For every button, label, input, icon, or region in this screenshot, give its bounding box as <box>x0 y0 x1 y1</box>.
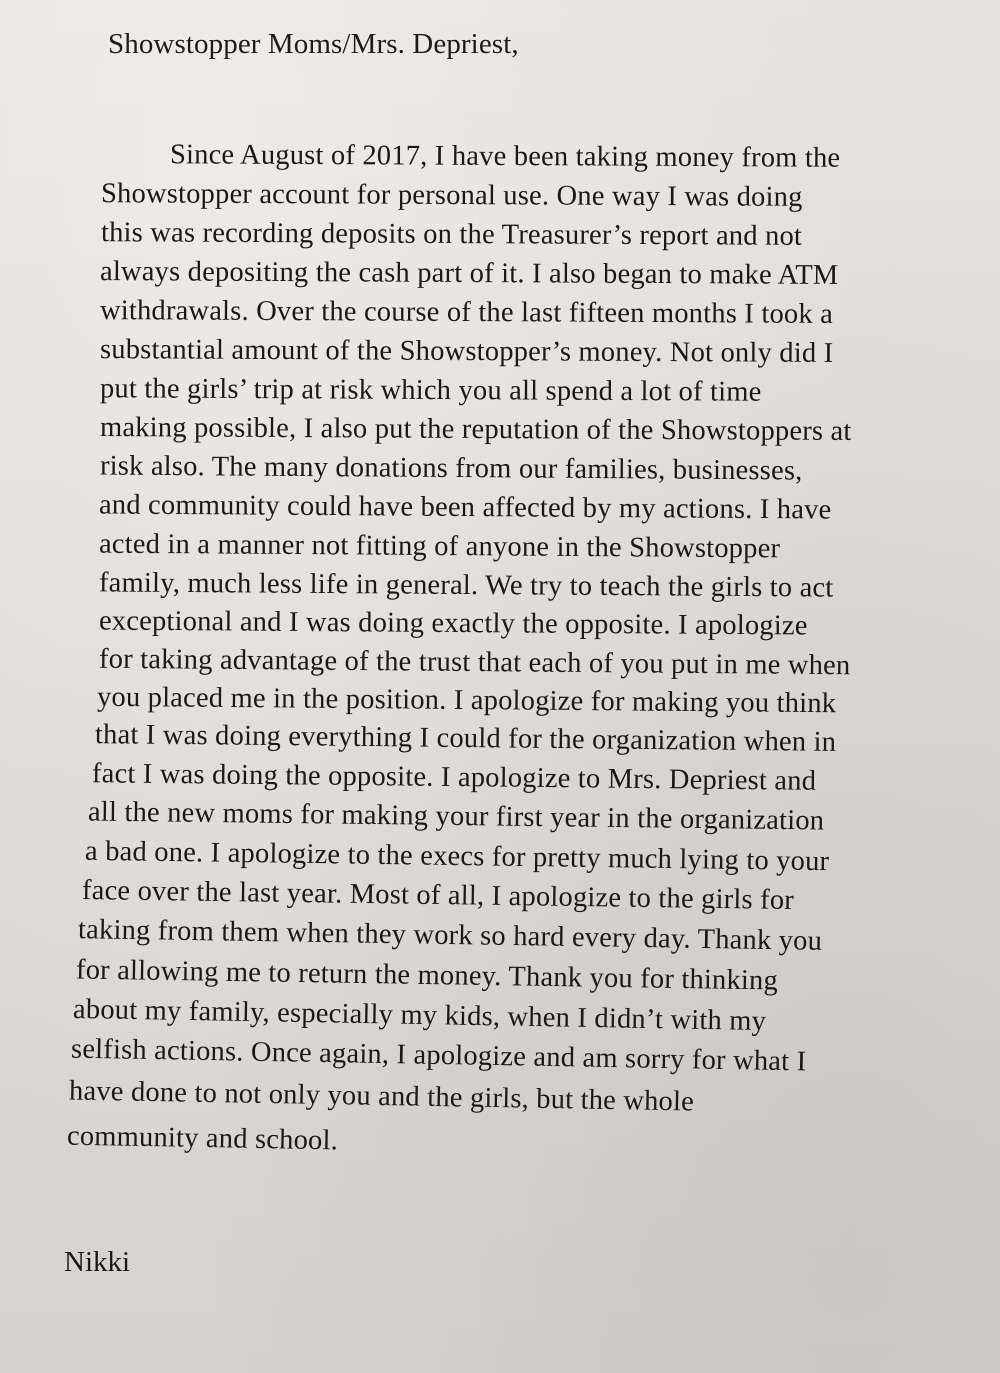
body-line: all the new moms for making your first year in the organization <box>87 796 825 837</box>
body-line: making possible, I also put the reputation of the Showstoppers at <box>99 412 852 447</box>
body-line: have done to not only you and the girls, but the whole <box>68 1075 695 1118</box>
body-line: selfish actions. Once again, I apologize and am sorry for what I <box>70 1033 807 1078</box>
body-line: risk also. The many donations from our families, businesses, <box>99 450 803 487</box>
body-line: a bad one. I apologize to the execs for pretty much lying to your <box>84 835 830 878</box>
salutation: Showstopper Moms/Mrs. Depriest, <box>108 28 519 60</box>
signature: Nikki <box>64 1246 131 1278</box>
body-line: this was recording deposits on the Treasurer’s report and not <box>100 217 803 252</box>
body-line: community and school. <box>66 1120 339 1157</box>
body-line: about my family, especially my kids, when I didn’t with my <box>72 993 767 1038</box>
body-line: for taking advantage of the trust that each of you put in me when <box>98 643 851 682</box>
body-line: that I was doing everything I could for the organization when in <box>94 719 837 758</box>
body-line: substantial amount of the Showstopper’s money. Not only did I <box>99 334 834 369</box>
body-line: exceptional and I was doing exactly the opposite. I apologize <box>98 605 808 642</box>
body-line: Showstopper account for personal use. One way I was doing <box>100 178 803 213</box>
body-line: withdrawals. Over the course of the last fifteen months I took a <box>99 295 834 330</box>
body-line: and community could have been affected by my actions. I have <box>98 489 832 526</box>
body-line: taking from them when they work so hard every day. Thank you <box>77 914 823 957</box>
body-line: face over the last year. Most of all, I apologize to the girls for <box>81 875 795 916</box>
body-line: for allowing me to return the money. Thank you for thinking <box>75 954 779 997</box>
body-line: you placed me in the position. I apologize for making you think <box>96 681 837 720</box>
body-line: Since August of 2017, I have been taking money from the <box>169 139 841 174</box>
body-line: put the girls’ trip at risk which you all spend a lot of time <box>99 373 762 408</box>
body-line: always depositing the cash part of it. I also began to make ATM <box>99 256 839 291</box>
body-line: fact I was doing the opposite. I apologize to Mrs. Depriest and <box>91 758 817 797</box>
body-line: family, much less life in general. We try to teach the girls to act <box>98 567 834 604</box>
body-line: acted in a manner not fitting of anyone in the Showstopper <box>98 528 781 565</box>
